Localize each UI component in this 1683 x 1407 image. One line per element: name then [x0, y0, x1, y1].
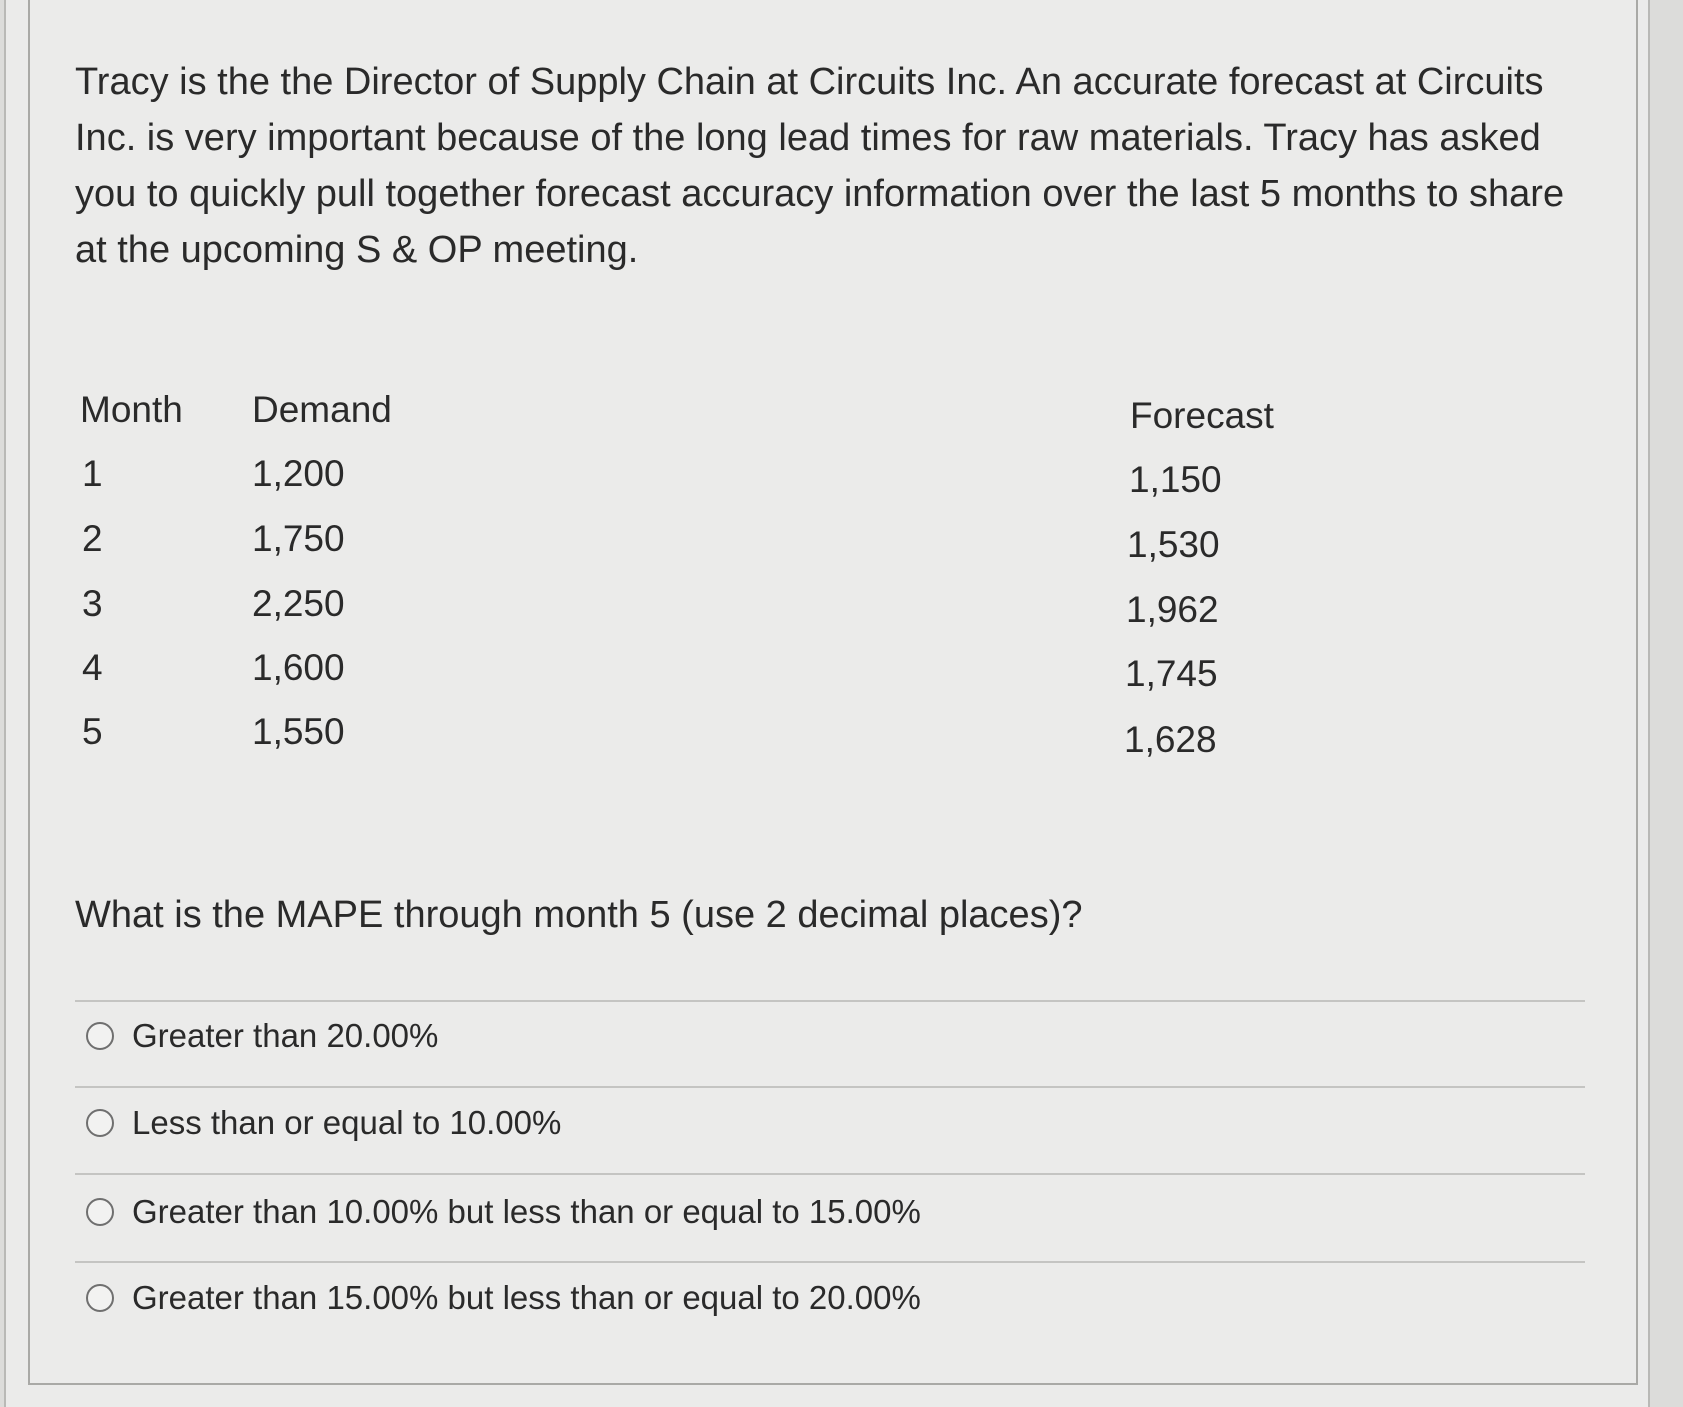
cell-month: 3 [82, 583, 103, 624]
question-prompt: What is the MAPE through month 5 (use 2 decimal places)? [75, 894, 1083, 936]
cell-forecast: 1,530 [1127, 524, 1220, 565]
cell-month: 1 [82, 453, 103, 494]
radio-button-icon[interactable] [86, 1022, 114, 1050]
answer-option-2[interactable] [86, 1098, 561, 1148]
cell-demand: 1,750 [252, 518, 345, 559]
header-demand: Demand [252, 389, 392, 430]
divider [75, 1000, 1585, 1002]
divider [75, 1261, 1585, 1263]
header-forecast: Forecast [1130, 395, 1274, 436]
cell-forecast: 1,962 [1126, 589, 1219, 630]
cell-demand: 1,550 [252, 711, 345, 752]
cell-forecast: 1,745 [1125, 653, 1218, 694]
header-month: Month [80, 389, 183, 430]
cell-forecast: 1,150 [1129, 459, 1222, 500]
cell-demand: 2,250 [252, 583, 345, 624]
divider [75, 1086, 1585, 1088]
cell-demand: 1,200 [252, 453, 345, 494]
answer-option-label: Greater than 10.00% but less than or equal to 15.00% [132, 1193, 921, 1230]
divider [75, 1173, 1585, 1175]
radio-button-icon[interactable] [86, 1109, 114, 1137]
cell-forecast: 1,628 [1124, 719, 1217, 760]
answer-option-label: Greater than 15.00% but less than or equal to 20.00% [132, 1279, 921, 1316]
answer-option-label: Greater than 20.00% [132, 1017, 439, 1054]
answer-option-label: Less than or equal to 10.00% [132, 1104, 562, 1141]
answer-option-3[interactable] [86, 1187, 921, 1237]
radio-button-icon[interactable] [86, 1284, 114, 1312]
answer-option-4[interactable] [86, 1273, 921, 1323]
cell-month: 4 [82, 647, 103, 688]
cell-demand: 1,600 [252, 647, 345, 688]
answer-option-1[interactable] [86, 1011, 438, 1061]
radio-button-icon[interactable] [86, 1198, 114, 1226]
cell-month: 2 [82, 518, 103, 559]
cell-month: 5 [82, 711, 103, 752]
question-intro-text: Tracy is the the Director of Supply Chain at Circuits Inc. An accurate forecast at Circuits Inc. is very important because of the long lead times for raw materials. Tracy has asked you to quickly pull together forecast accuracy information over the last 5 months to share at the upcoming S & OP meeting. [75, 61, 1565, 271]
